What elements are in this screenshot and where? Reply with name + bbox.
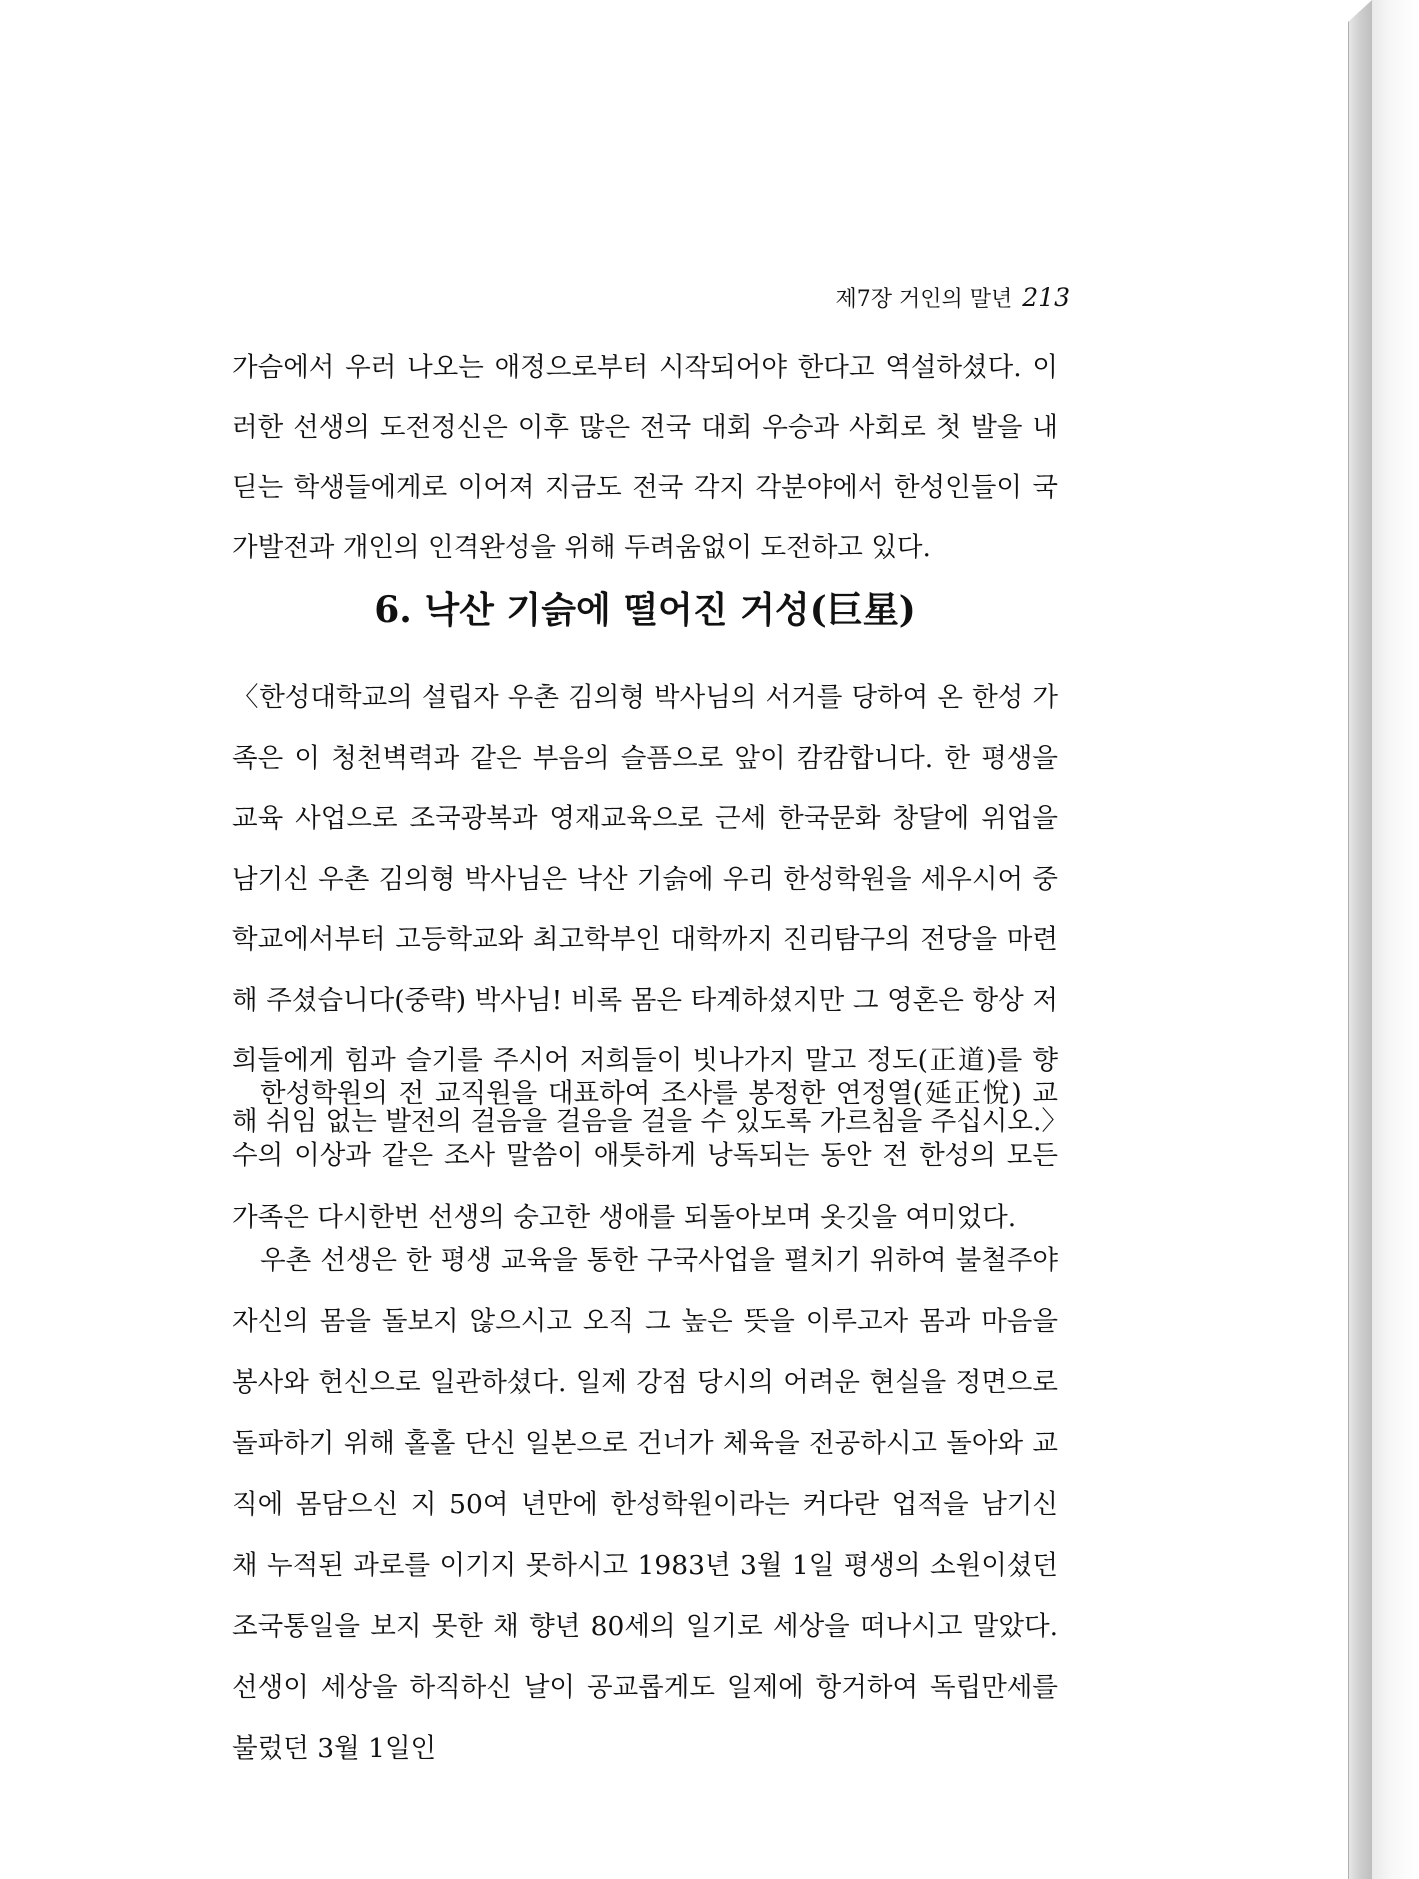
eulogy-quote: 〈한성대학교의 설립자 우촌 김의형 박사님의 서거를 당하여 온 한성 가족은 이 청천벽력과 같은 부음의 슬픔으로 앞이 캄캄합니다. 한 평생을 교육 사업으로 조국광복과 영재교육으로 근세 한국문화 창달에 위업을 남기신 우촌 김의형 박사님은 낙산 기슭에 우리 한성학원을 세우시어 중학교에서부터 고등학교와 최고학부인 대학까지 진리탐구의 전당을 마련해 주셨습니다(중략) 박사님! 비록 몸은 타계하셨지만 그 영혼은 항상 저희들에게 힘과 슬기를 주시어 저희들이 빗나가지 말고 정도(正道)를 향해 쉬임 없는 발전의 걸음을 걸음을 걸을 수 있도록 가르침을 주십시오.〉 [232,682,1068,1137]
page-corner-fold [1348,0,1372,22]
paragraph-biography: 우촌 선생은 한 평생 교육을 통한 구국사업을 펼치기 위하여 불철주야 자신의 몸을 돌보지 않으시고 오직 그 높은 뜻을 이루고자 몸과 마음을 봉사와 헌신으로 일관하셨다. 일제 강점 당시의 어려운 현실을 정면으로 돌파하기 위해 홀홀 단신 일본으로 건너가 체육을 전공하시고 돌아와 교직에 몸담으신 지 50여 년만에 한성학원이라는 커다란 업적을 남기신 채 누적된 과로를 이기지 못하시고 1983년 3월 1일 평생의 소원이셨던 조국통일을 보지 못한 채 향년 80세의 일기로 세상을 떠나시고 말았다. 선생이 세상을 하직하신 날이 공교롭게도 일제에 항거하여 독립만세를 불렀던 3월 1일인 [232,1245,1058,1764]
paragraph-continuation: 가슴에서 우러 나오는 애정으로부터 시작되어야 한다고 역설하셨다. 이러한 선생의 도전정신은 이후 많은 전국 대회 우승과 사회로 첫 발을 내딛는 학생들에게로 이어져 지금도 전국 각지 각분야에서 한성인들이 국가발전과 개인의 인격완성을 위해 두려움없이 도전하고 있다. [232,352,1058,563]
page-stack-edge [1348,0,1373,1879]
chapter-title: 제7장 거인의 말년 [835,287,1013,312]
section-title: 6. 낙산 기슭에 떨어진 거성(巨星) [374,589,916,631]
running-header [768,282,1070,313]
paragraph-eulogy-reading: 한성학원의 전 교직원을 대표하여 조사를 봉정한 연정열(延正悅) 교수의 이상과 같은 조사 말씀이 애틋하게 낭독되는 동안 전 한성의 모든 가족은 다시한번 선생의 숭고한 생애를 되돌아보며 옷깃을 여미었다. [232,1078,1058,1233]
page-number: 213 [1022,283,1070,312]
page-shadow [1372,0,1419,1879]
